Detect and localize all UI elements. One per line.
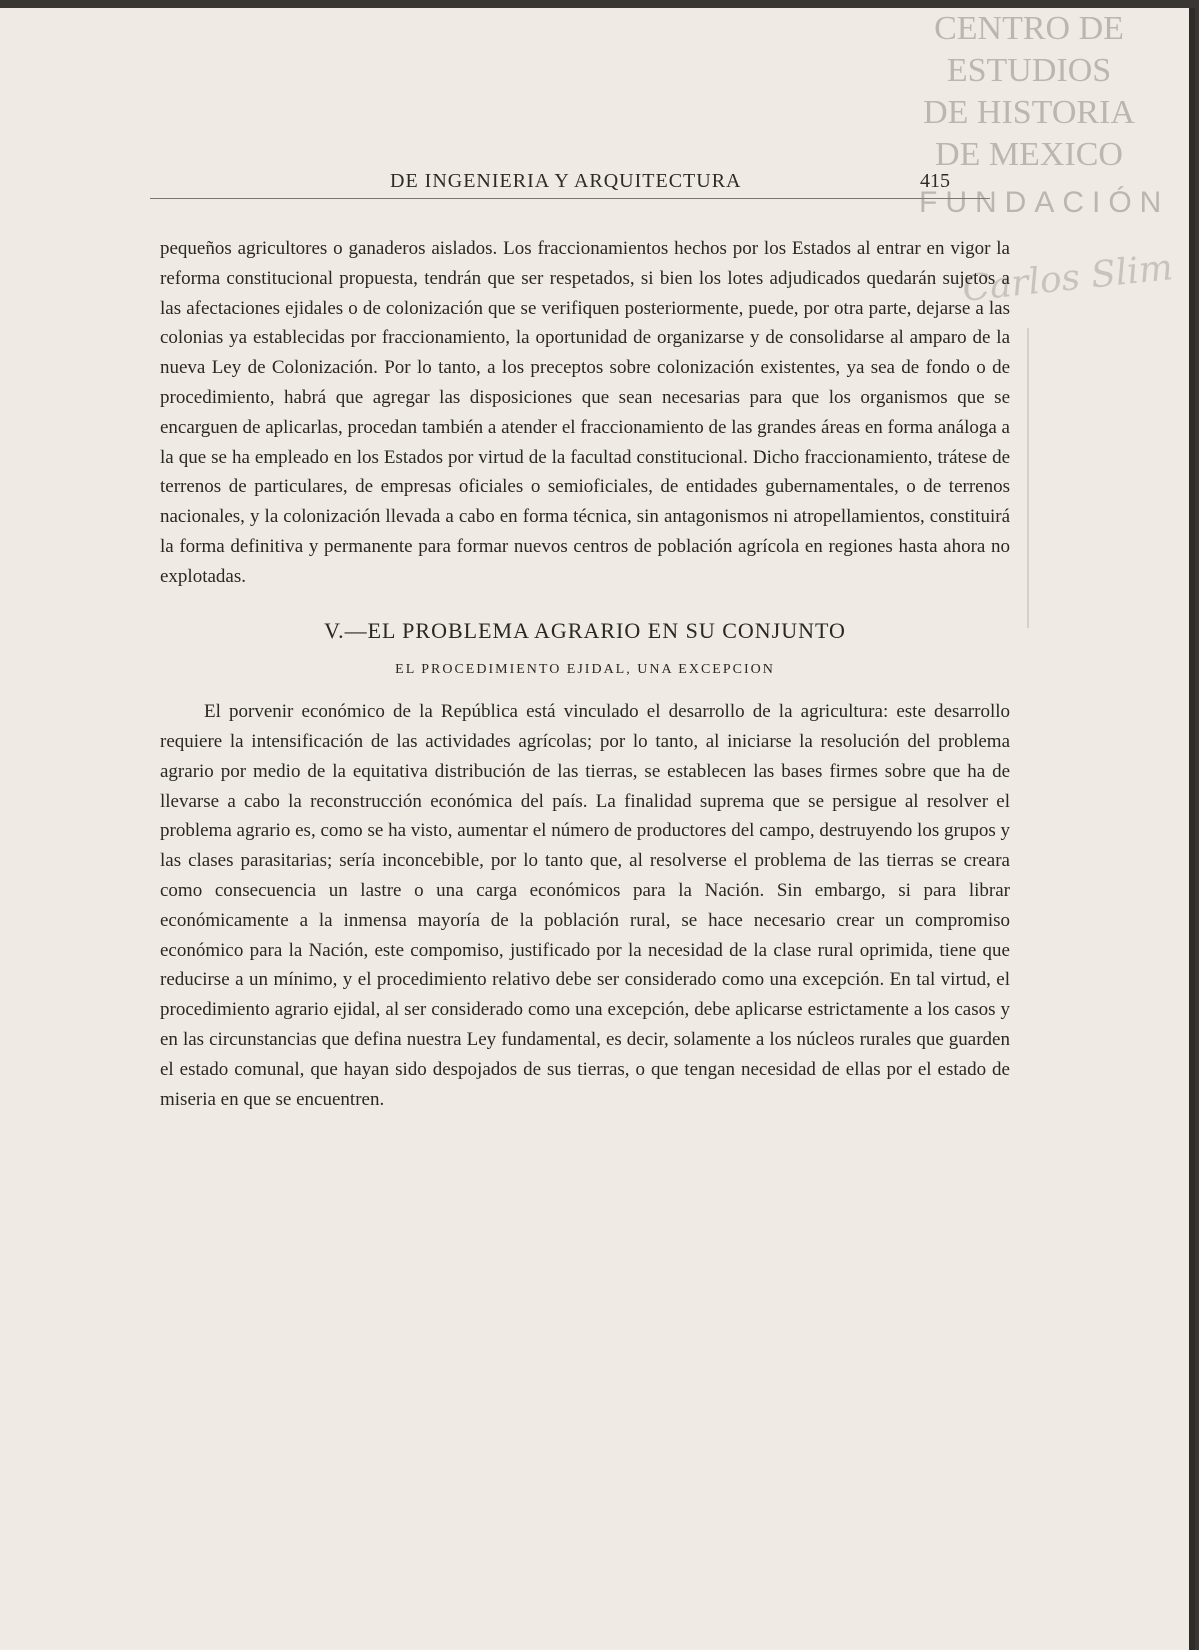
book-page — [0, 8, 1195, 1650]
running-title: DE INGENIERIA Y ARQUITECTURA — [390, 170, 742, 192]
watermark-line-4: DE MEXICO — [935, 136, 1123, 173]
paragraph-continued: pequeños agricultores o ganaderos aislados. Los fraccionamientos hechos por los Estados al entrar en vigor la reforma constitucional propuesta, tendrán que ser respetados, si bien los lotes adjudicados quedarán sujetos a las afectaciones ejidales o de colonización que se verifiquen posteriormente, puede, por otra parte, dejarse a las colonias ya establecidas por fraccionamiento, la oportunidad de organizarse y de consolidarse al amparo de la nueva Ley de Colonización. Por lo tanto, a los preceptos sobre colonización existentes, ya sea de fondo o de procedimiento, habrá que agregar las disposiciones que sean necesarias para que los organismos que se encarguen de aplicarlas, procedan también a atender el fraccionamiento de las grandes áreas en forma análoga a la que se ha empleado en los Estados por virtud de la facultad constitucional. Dicho fraccionamiento, trátese de terrenos de particulares, de empresas oficiales o semioficiales, de entidades gubernamentales, o de terrenos nacionales, y la colonización llevada a cabo en forma técnica, sin antagonismos ni atropellamientos, constituirá la forma definitiva y permanente para formar nuevos centros de población agrícola en regiones hasta ahora no explotadas. — [160, 238, 1010, 587]
page-header — [150, 158, 990, 199]
paragraph-ejidal: El porvenir económico de la República está vinculado el desarrollo de la agricultura: este desarrollo requiere la intensificación de las actividades agrícolas; por lo tanto, al iniciarse la resolución del problema agrario por medio de la equitativa distribución de las tierras, se establecen las bases firmes sobre que ha de llevarse a cabo la reconstrucción económica del país. La finalidad suprema que se persigue al resolver el problema agrario es, como se ha visto, aumentar el número de productores del campo, destruyendo los grupos y las clases parasitarias; sería inconcebible, por lo tanto que, al resolverse el problema de las tierras se creara como consecuencia un lastre o una carga económicos para la Nación. Sin embargo, si para librar económicamente a la inmensa mayoría de la población rural, se hace necesario crear un compromiso económico para la Nación, este compomiso, justificado por la necesidad de la clase rural oprimida, tiene que reducirse a un mínimo, y el procedimiento relativo debe ser considerado como una excepción. En tal virtud, el procedimiento agrario ejidal, al ser considerado como una excepción, debe aplicarse estrictamente a los casos y en las circunstancias que defina nuestra Ley fundamental, es decir, solamente a los núcleos rurales que guarden el estado comunal, que hayan sido despojados de sus tierras, o que tengan necesidad de ellas por el estado de miseria en que se encuentren. — [160, 701, 1010, 1110]
page-number: 415 — [920, 170, 950, 192]
sub-heading: EL PROCEDIMIENTO EJIDAL, UNA EXCEPCION — [395, 662, 775, 678]
watermark-line-2: ESTUDIOS — [946, 52, 1112, 89]
watermark-line-1: CENTRO DE — [934, 10, 1124, 47]
watermark-line-3: DE HISTORIA — [923, 94, 1135, 131]
watermark-signature: Carlos Slim — [960, 247, 1175, 310]
body-text — [160, 234, 1010, 1114]
margin-mark — [1027, 328, 1029, 628]
section-heading: V.—EL PROBLEMA AGRARIO EN SU CONJUNTO — [324, 617, 846, 643]
watermark-foundation: FUNDACIÓN — [919, 186, 1170, 219]
